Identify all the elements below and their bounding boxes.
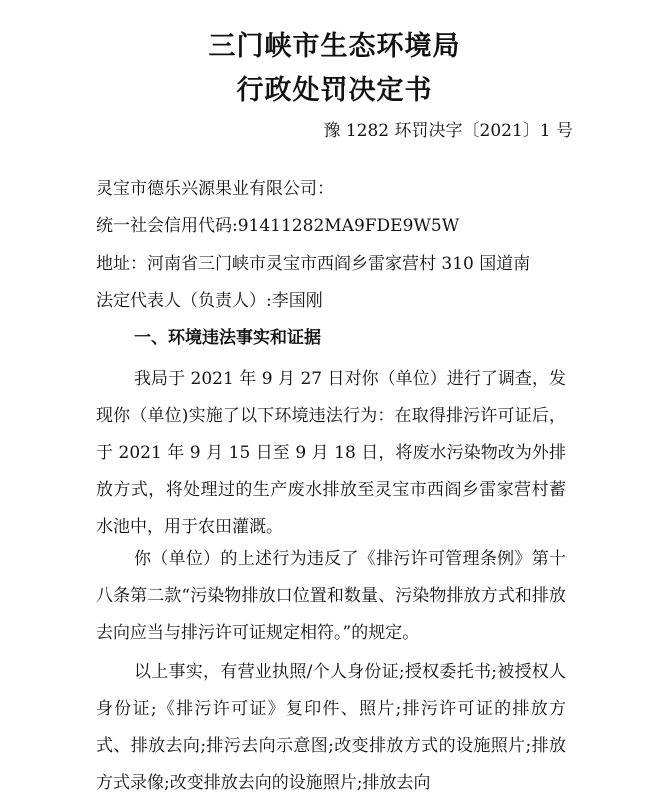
document-title: 行政处罚决定书 [236, 75, 433, 106]
address: 地址：河南省三门峡市灵宝市西阎乡雷家营村 310 国道南 [96, 254, 531, 274]
issuer-title: 三门峡市生态环境局 [208, 31, 461, 62]
section-heading: 一、环境违法事实和证据 [134, 328, 321, 348]
credit-code: 统一社会信用代码:91411282MA9FDE9W5W [96, 216, 460, 236]
paragraph-evidence: 以上事实，有营业执照/个人身份证;授权委托书;被授权人身份证;《排污许可证》复印件、照片;排污许可证的排放方式、排放去向;排污去向示意图;改变排放方式的设施照片;排放方式录像;改变排放去向的设施照片;排放去向 [96, 662, 566, 793]
document-number: 豫 1282 环罚决字〔2021〕1 号 [323, 121, 573, 141]
paragraph-facts: 我局于 2021 年 9 月 27 日对你（单位）进行了调查，发现你（单位)实施了以下环境违法行为：在取得排污许可证后，于 2021 年 9 月 15 日至 9 月 18 日，将废水污染物改为外排放方式，将处理过的生产废水排放至灵宝市西阎乡雷家营村蓄水池中，用于农田灌溉。 [96, 369, 566, 537]
party-name: 灵宝市德乐兴源果业有限公司： [96, 179, 334, 199]
paragraph-violation: 你（单位）的上述行为违反了《排污许可管理条例》第十八条第二款“污染物排放口位置和数量、污染物排放方式和排放去向应当与排污许可证规定相符。”的规定。 [96, 549, 566, 643]
legal-representative: 法定代表人（负责人）:李国刚 [96, 291, 323, 311]
